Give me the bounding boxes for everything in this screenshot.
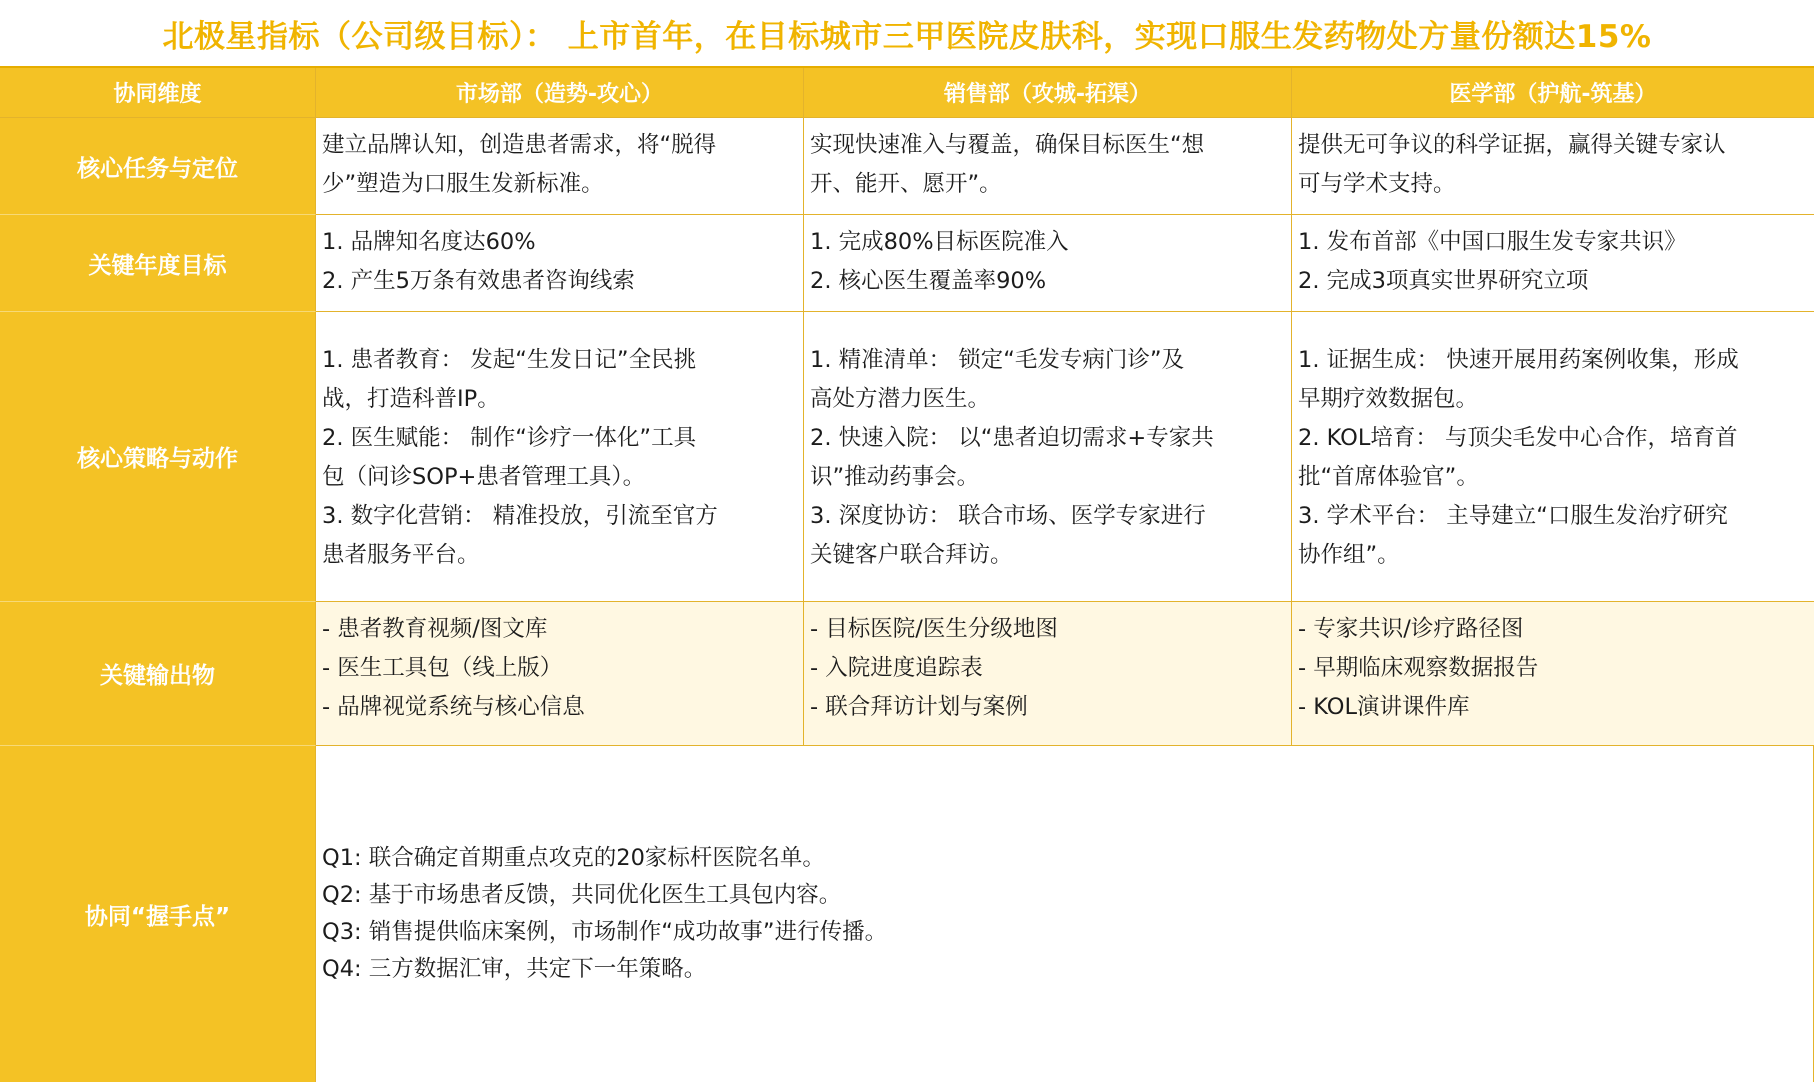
core-task-medical xyxy=(1292,118,1814,215)
cell-line: 可与学术支持。 xyxy=(1298,171,1456,197)
annual-goals-marketing xyxy=(316,215,804,312)
cell-line: 少”塑造为口服生发新标准。 xyxy=(322,171,604,197)
title-bar xyxy=(0,0,1814,66)
cell-line: 战，打造科普IP。 xyxy=(322,385,500,412)
cell-line: 识”推动药事会。 xyxy=(810,463,980,490)
row-label-core-strategy: 核心策略与动作 xyxy=(0,312,316,602)
cell-line: 3. 数字化营销： 精准投放，引流至官方 xyxy=(322,502,718,529)
handshake-q1: Q1: 联合确定首期重点攻克的20家标杆医院名单。 xyxy=(322,845,825,871)
cell-line: 提供无可争议的科学证据，赢得关键专家认 xyxy=(1298,132,1726,158)
cell-line: 1. 发布首部《中国口服生发专家共识》 xyxy=(1298,229,1687,255)
handshake-q3: Q3: 销售提供临床案例，市场制作“成功故事”进行传播。 xyxy=(322,919,888,945)
cell-line: - 患者教育视频/图文库 xyxy=(322,616,548,642)
row-label-annual-goals: 关键年度目标 xyxy=(0,215,316,312)
cell-line: 批“首席体验官”。 xyxy=(1298,463,1479,490)
row-label-core-task: 核心任务与定位 xyxy=(0,118,316,215)
cell-line: 1. 证据生成： 快速开展用药案例收集，形成 xyxy=(1298,346,1739,373)
row-label-deliverables: 关键输出物 xyxy=(0,602,316,746)
cell-line: 早期疗效数据包。 xyxy=(1298,385,1479,412)
handshake-q4: Q4: 三方数据汇审，共定下一年策略。 xyxy=(322,956,707,982)
page-title: 北极星指标（公司级目标）： 上市首年，在目标城市三甲医院皮肤科，实现口服生发药物处方量份额达15% xyxy=(162,18,1652,55)
deliverables-marketing xyxy=(316,602,804,746)
cell-line: 包（问诊SOP+患者管理工具）。 xyxy=(322,463,646,490)
cell-line: 1. 完成80%目标医院准入 xyxy=(810,229,1069,255)
core-task-marketing xyxy=(316,118,804,215)
cell-line: - 医生工具包（线上版） xyxy=(322,655,563,681)
cell-line: 开、能开、愿开”。 xyxy=(810,171,1002,197)
core-strategy-medical xyxy=(1292,312,1814,602)
cell-line: 高处方潜力医生。 xyxy=(810,385,991,412)
cell-line: - KOL演讲课件库 xyxy=(1298,694,1470,720)
cell-line: 2. 完成3项真实世界研究立项 xyxy=(1298,268,1589,294)
cell-line: 2. KOL培育： 与顶尖毛发中心合作，培育首 xyxy=(1298,424,1738,451)
cell-line: 患者服务平台。 xyxy=(322,541,480,568)
cell-line: 1. 患者教育： 发起“生发日记”全民挑 xyxy=(322,346,697,373)
cell-line: 2. 医生赋能： 制作“诊疗一体化”工具 xyxy=(322,424,697,451)
annual-goals-sales xyxy=(804,215,1292,312)
cell-line: - 专家共识/诊疗路径图 xyxy=(1298,616,1524,642)
core-task-sales xyxy=(804,118,1292,215)
core-strategy-sales xyxy=(804,312,1292,602)
cell-line: - 早期临床观察数据报告 xyxy=(1298,655,1539,681)
column-header-medical: 医学部（护航-筑基） xyxy=(1292,68,1814,118)
deliverables-medical xyxy=(1292,602,1814,746)
cell-line: - 联合拜访计划与案例 xyxy=(810,694,1028,720)
core-strategy-marketing xyxy=(316,312,804,602)
collaboration-matrix xyxy=(0,66,1814,1080)
handshake-q2: Q2: 基于市场患者反馈，共同优化医生工具包内容。 xyxy=(322,882,842,908)
cell-line: 2. 快速入院： 以“患者迫切需求+专家共 xyxy=(810,424,1214,451)
annual-goals-medical xyxy=(1292,215,1814,312)
handshake-points xyxy=(316,746,1814,1082)
cell-line: 1. 精准清单： 锁定“毛发专病门诊”及 xyxy=(810,346,1185,373)
cell-line: 2. 产生5万条有效患者咨询线索 xyxy=(322,268,635,294)
cell-line: - 目标医院/医生分级地图 xyxy=(810,616,1058,642)
cell-line: 2. 核心医生覆盖率90% xyxy=(810,268,1047,294)
cell-line: 关键客户联合拜访。 xyxy=(810,541,1013,568)
row-label-handshake: 协同“握手点” xyxy=(0,746,316,1082)
cell-line: 1. 品牌知名度达60% xyxy=(322,229,536,255)
cell-line: 建立品牌认知，创造患者需求，将“脱得 xyxy=(322,132,717,158)
cell-line: - 品牌视觉系统与核心信息 xyxy=(322,694,585,720)
column-header-sales: 销售部（攻城-拓渠） xyxy=(804,68,1292,118)
cell-line: 3. 学术平台： 主导建立“口服生发治疗研究 xyxy=(1298,502,1728,529)
column-header-dimension: 协同维度 xyxy=(0,68,316,118)
cell-line: 实现快速准入与覆盖，确保目标医生“想 xyxy=(810,132,1205,158)
cell-line: 协作组”。 xyxy=(1298,541,1400,568)
deliverables-sales xyxy=(804,602,1292,746)
cell-line: 3. 深度协访： 联合市场、医学专家进行 xyxy=(810,502,1206,529)
column-header-marketing: 市场部（造势-攻心） xyxy=(316,68,804,118)
cell-line: - 入院进度追踪表 xyxy=(810,655,983,681)
